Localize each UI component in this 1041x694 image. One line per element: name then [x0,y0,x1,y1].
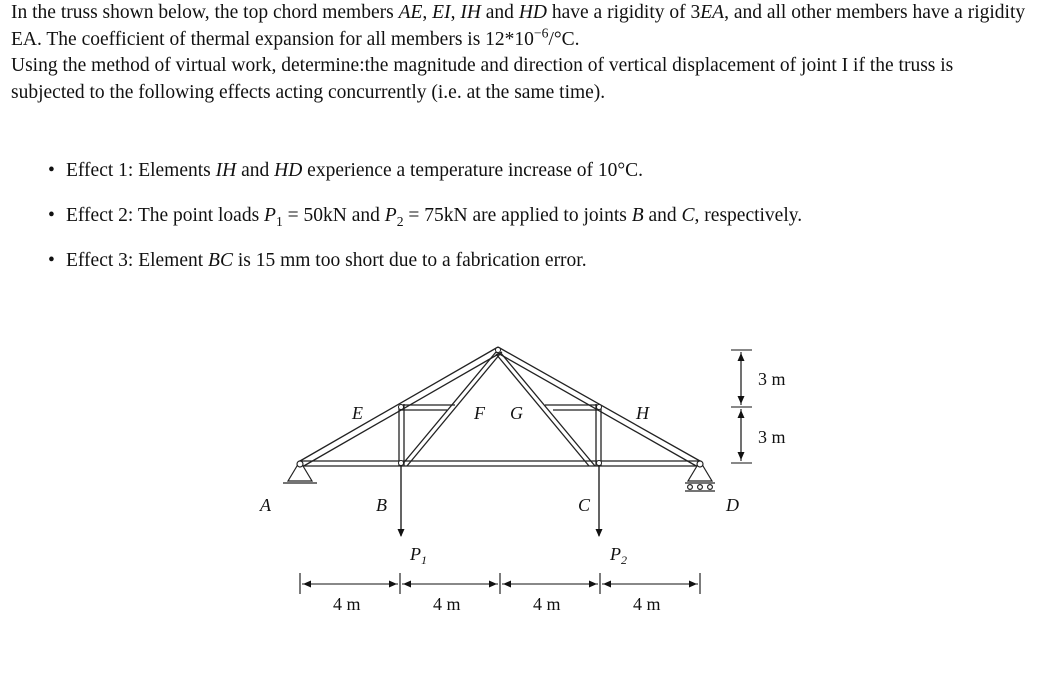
joint-pin-C [597,461,602,466]
pin-support-icon [283,461,317,483]
span-label-2: 4 m [433,594,461,614]
joint-label-G: G [510,403,523,423]
truss-diagram [0,300,1041,630]
effect-item-3: • Effect 3: Element BC is 15 mm too short due to a fabrication error. [48,247,802,292]
problem-paragraph-1: In the truss shown below, the top chord members AE, EI, IH and HD have a rigidity of 3EA, and all other members have a rigidity EA. The coefficient of thermal expansion for all members is $12*10^{-6}/^\circ C$. [11,2,1026,50]
joint-label-A: A [260,495,271,515]
joint-label-F: F [474,403,485,423]
load-arrows [401,466,599,536]
joint-label-C: C [578,495,591,515]
bottom-chord [300,461,700,466]
span-label-1: 4 m [333,594,361,614]
effects-list [48,157,802,292]
joint-pin-B [399,461,404,466]
joint-pin-E [399,405,404,410]
span-label-4: 4 m [633,594,661,614]
effect-item-2: • Effect 2: The point loads $P_1 = 50kN$ and $P_2 = 75kN$ are applied to joints B and C, respectively. [48,202,802,247]
span-label-3: 4 m [533,594,561,614]
apex-pin [496,348,501,353]
load-label-P2: $P_2$ [610,544,627,567]
diagonal-member-B-apex [401,352,500,466]
vertical-member-B [399,404,404,466]
height-dimension-line [731,350,752,463]
effect-item-1: • Effect 1: Elements IH and HD experience a temperature increase of 10°C. [48,157,802,202]
joint-label-B: B [376,495,387,515]
joint-label-E: E [352,403,363,423]
joint-label-H: H [636,403,649,423]
height-label-upper: 3 m [758,369,786,389]
vertical-member-C [596,404,601,466]
joint-pin-H [597,405,602,410]
load-label-P1: $P_1$ [410,544,427,567]
joint-label-D: D [726,495,739,515]
span-dimension-line [300,573,700,594]
problem-statement [11,0,1031,106]
joint-pins [399,348,602,466]
height-label-lower: 3 m [758,427,786,447]
problem-paragraph-2: Using the method of virtual work, determine:the magnitude and direction of vertical displacement of joint I if the truss is subjected to the following effects acting concurrently (i.e. at the same time). [11,55,954,103]
